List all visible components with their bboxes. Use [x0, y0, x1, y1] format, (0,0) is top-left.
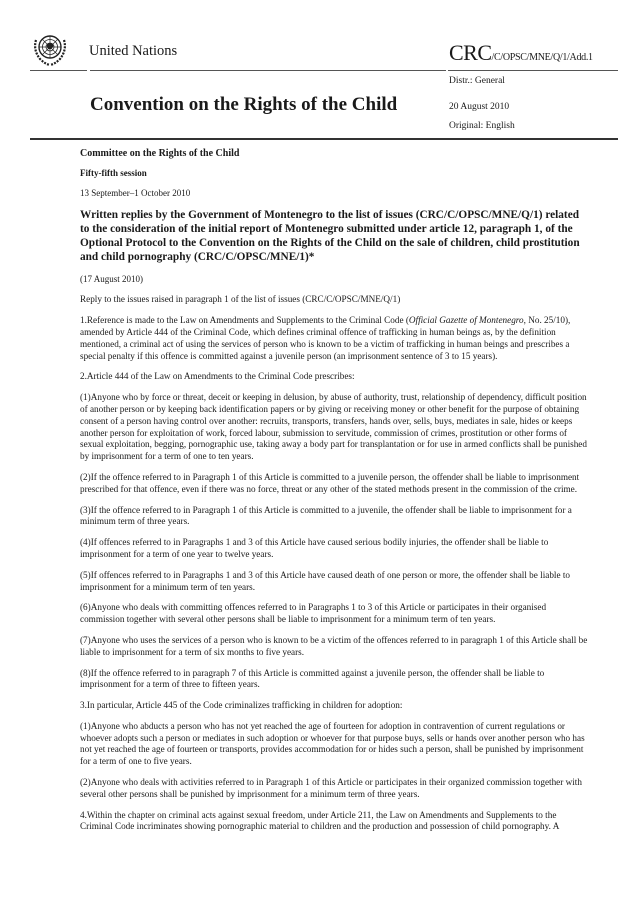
paragraph-2: 2.Article 444 of the Law on Amendments to the Criminal Code prescribes:	[80, 371, 355, 382]
article-444-clause: (5)If offences referred to in Paragraphs 1 and 3 of this Article have caused death of one person or more, the offender shall be liable to imprisonment for a minimum term of ten years.	[80, 569, 570, 592]
paragraph-1-text: , No. 25/10), amended by Article 444 of the Criminal Code, which defines criminal offence of trafficking in human beings as, by the definition mentioned, a criminal act of using the services of person who is known to be a victim of trafficking in human beings and prescribes a special penalty if this offence is committed against a juvenile person (an imprisonment sentence of 3 to 15 years).	[80, 315, 571, 361]
paragraph-1	[80, 315, 590, 362]
header-bottom-rule	[30, 138, 618, 140]
article-444-clause: (2)If the offence referred to in Paragraph 1 of this Article is committed to a juvenile person, the offender shall be liable to imprisonment prescribed for that offence, even if there was no force, threat or any other of the stated methods present in the commission of the crime.	[80, 471, 580, 494]
distribution: Distr.: General	[449, 76, 505, 86]
symbol-prefix: CRC	[449, 40, 492, 65]
paragraph-4: 4.Within the chapter on criminal acts against sexual freedom, under Article 211, the Law on Amendments and Supplements to the Criminal Code incriminates showing pornographic material to children and the production and possession of child pornography. A	[80, 809, 560, 832]
committee-name: Committee on the Rights of the Child	[80, 148, 240, 159]
paragraph-1-text: 1.Reference is made to the Law on Amendments and Supplements to the Criminal Code (	[80, 315, 409, 326]
article-444-clause: (6)Anyone who deals with committing offences referred to in Paragraphs 1 to 3 of this Article or participates in their organised commission together with several other persons shall be liable to imprisonment for a minimum term of ten years.	[80, 602, 547, 625]
document-symbol	[449, 40, 593, 66]
session-dates: 13 September–1 October 2010	[80, 187, 191, 198]
paragraph-3: 3.In particular, Article 445 of the Code criminalizes trafficking in children for adoption:	[80, 700, 403, 711]
symbol-suffix: /C/OPSC/MNE/Q/1/Add.1	[491, 52, 593, 63]
session: Fifty-fifth session	[80, 167, 147, 178]
header-rule	[448, 70, 618, 71]
issue-date: 20 August 2010	[449, 102, 510, 112]
article-444-clause: (8)If the offence referred to in paragraph 7 of this Article is committed against a juvenile person, the offender shall be liable to imprisonment for a term of three to fifteen years.	[80, 667, 545, 690]
article-444-clause: (7)Anyone who uses the services of a person who is known to be a victim of the offences referred to in paragraph 1 of this Article shall be liable to imprisonment for a term of six months to five years.	[80, 634, 588, 657]
article-445-clause: (1)Anyone who abducts a person who has not yet reached the age of fourteen for adoption in contravention of current regulations or whoever adopts such a person or mediates in such adoption or whoever for that purpose buys, sells or hands over another person who has not yet reached the age of fourteen or transports, provides accommodation for or hides such a person, shall be punished by imprisonment for a term of one to five years.	[80, 720, 585, 767]
un-emblem-icon	[30, 28, 70, 68]
original-language: Original: English	[449, 121, 515, 131]
reply-date: (17 August 2010)	[80, 273, 143, 284]
body-title: Convention on the Rights of the Child	[90, 94, 398, 115]
article-445-clause: (2)Anyone who deals with activities referred to in Paragraph 1 of this Article or participates in their organized commission together with several other persons shall be punished by imprisonment for a minimum term of three years.	[80, 777, 582, 799]
header-rule	[90, 70, 446, 71]
gazette-reference: Official Gazette of Montenegro	[408, 315, 524, 326]
header-rule	[30, 70, 87, 71]
document-body	[80, 148, 590, 842]
article-444-clause: (3)If the offence referred to in Paragraph 1 of this Article is committed to a juvenile, the offender shall be liable to imprisonment for a minimum term of three years.	[80, 504, 572, 527]
intro-paragraph: Reply to the issues raised in paragraph 1 of the list of issues (CRC/C/OPSC/MNE/Q/1)	[80, 294, 401, 305]
document-title: Written replies by the Government of Montenegro to the list of issues (CRC/C/OPSC/MNE/Q/1) related to the consideration of the initial report of Montenegro submitted under article 12, paragraph 1, of the Optional Protocol to the Convention on the Rights of the Child on the sale of children, child prostitution and child pornography (CRC/C/OPSC/MNE/1)*	[80, 209, 580, 263]
article-444-clause: (1)Anyone who by force or threat, deceit or keeping in delusion, by abuse of authority, trust, relationship of dependency, difficult position of another person or by keeping back identification papers or by giving or receiving money or other benefit for the purpose of obtaining consent of a person having control over another: recruits, transports, transfers, hands over, sells, buys, mediates in sale, hides or keeps another person for exploitation of work, forced labour, submission to servitude, commission of crimes, prostitution or other forms of sexual exploitation, begging, pornographic use, taking away a body part for transplantation or for use in armed conflicts shall be punished by imprisonment for a term of one to ten years.	[80, 392, 587, 462]
organization-name: United Nations	[89, 43, 178, 59]
article-444-clause: (4)If offences referred to in Paragraphs 1 and 3 of this Article have caused serious bodily injuries, the offender shall be liable to imprisonment for a term of one year to twelve years.	[80, 537, 549, 559]
